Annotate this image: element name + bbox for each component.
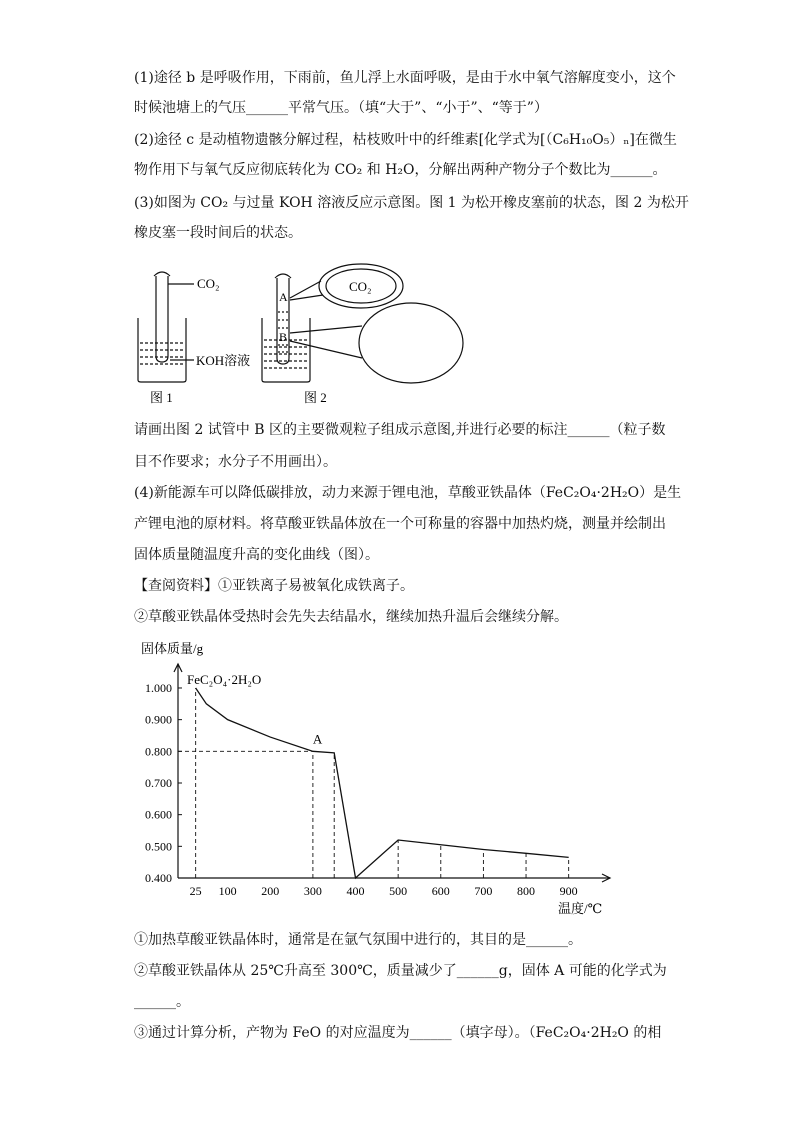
x-tick-label: 900 xyxy=(559,884,578,898)
y-tick-label: 0.900 xyxy=(145,712,172,727)
paragraph-2-line-1: (2)途径 c 是动植物遗骸分解过程，枯枝败叶中的纤维素[化学式为[（C₆H₁₀O₅）ₙ]在微生 xyxy=(134,132,677,148)
chart-xlabel: 温度/℃ xyxy=(558,901,603,916)
question-1: ①加热草酸亚铁晶体时，通常是在氩气氛围中进行的，其目的是______。 xyxy=(134,932,582,948)
x-tick-label: 100 xyxy=(218,884,237,898)
paragraph-3-line-2: 橡皮塞一段时间后的状态。 xyxy=(134,225,302,241)
bubble-co2-label: CO₂ xyxy=(349,279,372,294)
paragraph-4-line-3: 固体质量随温度升高的变化曲线（图）。 xyxy=(134,547,379,563)
fig2-caption: 图 2 xyxy=(304,390,327,405)
x-tick-label: 700 xyxy=(474,884,493,898)
chart-series xyxy=(196,688,569,878)
koh-label: KOH溶液 xyxy=(196,353,251,368)
x-tick-label: 500 xyxy=(389,884,408,898)
chart-guide-lines xyxy=(178,688,569,878)
tube-label-a: A xyxy=(279,290,288,304)
paragraph-4-line-1: (4)新能源车可以降低碳排放，动力来源于锂电池，草酸亚铁晶体（FeC₂O₄·2H₂O）是生 xyxy=(134,485,682,501)
y-tick-label: 0.500 xyxy=(145,839,172,854)
y-tick-label: 0.400 xyxy=(145,871,172,885)
x-tick-label: 800 xyxy=(517,884,536,898)
paragraph-3-line-4: 目不作要求；水分子不用画出）。 xyxy=(134,454,337,470)
x-tick-label: 200 xyxy=(261,884,280,898)
chart-ylabel: 固体质量/g xyxy=(141,641,204,656)
info-line-1: 【查阅资料】①亚铁离子易被氧化成铁离子。 xyxy=(134,578,414,594)
point-a-label: A xyxy=(312,731,323,747)
x-tick-label: 300 xyxy=(303,884,322,898)
x-tick-label: 25 xyxy=(189,884,202,898)
x-tick-label: 600 xyxy=(431,884,450,898)
paragraph-3-line-1: (3)如图为 CO₂ 与过量 KOH 溶液反应示意图。图 1 为松开橡皮塞前的状态，图 2 为松开 xyxy=(134,195,689,211)
mass-curve xyxy=(196,688,569,878)
chart-axes xyxy=(174,664,610,882)
chart-annotations xyxy=(187,672,323,746)
fig1-caption: 图 1 xyxy=(150,390,173,405)
y-tick-label: 0.700 xyxy=(145,775,172,790)
paragraph-1-line-1: (1)途径 b 是呼吸作用，下雨前，鱼儿浮上水面呼吸，是由于水中氧气溶解度变小，这个 xyxy=(134,70,676,86)
paragraph-4-line-2: 产锂电池的原材料。将草酸亚铁晶体放在一个可称量的容器中加热灼烧，测量并绘制出 xyxy=(134,516,666,532)
info-line-2: ②草酸亚铁晶体受热时会先失去结晶水，继续加热升温后会继续分解。 xyxy=(134,609,568,625)
question-2-line-2: ______。 xyxy=(134,994,190,1010)
fig1-co2-label: CO₂ xyxy=(197,276,220,291)
y-tick-label: 1.000 xyxy=(145,680,172,695)
tube-label-b: B xyxy=(279,330,288,344)
x-tick-label: 400 xyxy=(346,884,365,898)
y-tick-label: 0.800 xyxy=(145,744,172,759)
question-3: ③通过计算分析，产物为 FeO 的对应温度为______（填字母）。（FeC₂O₄·2H₂O 的相 xyxy=(134,1025,662,1041)
chart-ticks xyxy=(145,681,578,898)
question-2-line-1: ②草酸亚铁晶体从 25℃升高至 300℃，质量减少了______g，固体 A 可能的化学式为 xyxy=(134,963,667,979)
paragraph-2-line-2: 物作用下与氧气反应彻底转化为 CO₂ 和 H₂O，分解出两种产物分子个数比为______。 xyxy=(134,162,667,178)
paragraph-3-line-3: 请画出图 2 试管中 B 区的主要微观粒子组成示意图,并进行必要的标注______（粒子数 xyxy=(134,422,666,438)
formula-annotation: FeC₂O₄·2H₂O xyxy=(187,672,262,687)
y-tick-label: 0.600 xyxy=(145,807,172,822)
paragraph-1-line-2: 时候池塘上的气压______平常气压。（填“大于”、“小于”、“等于”） xyxy=(134,100,548,116)
